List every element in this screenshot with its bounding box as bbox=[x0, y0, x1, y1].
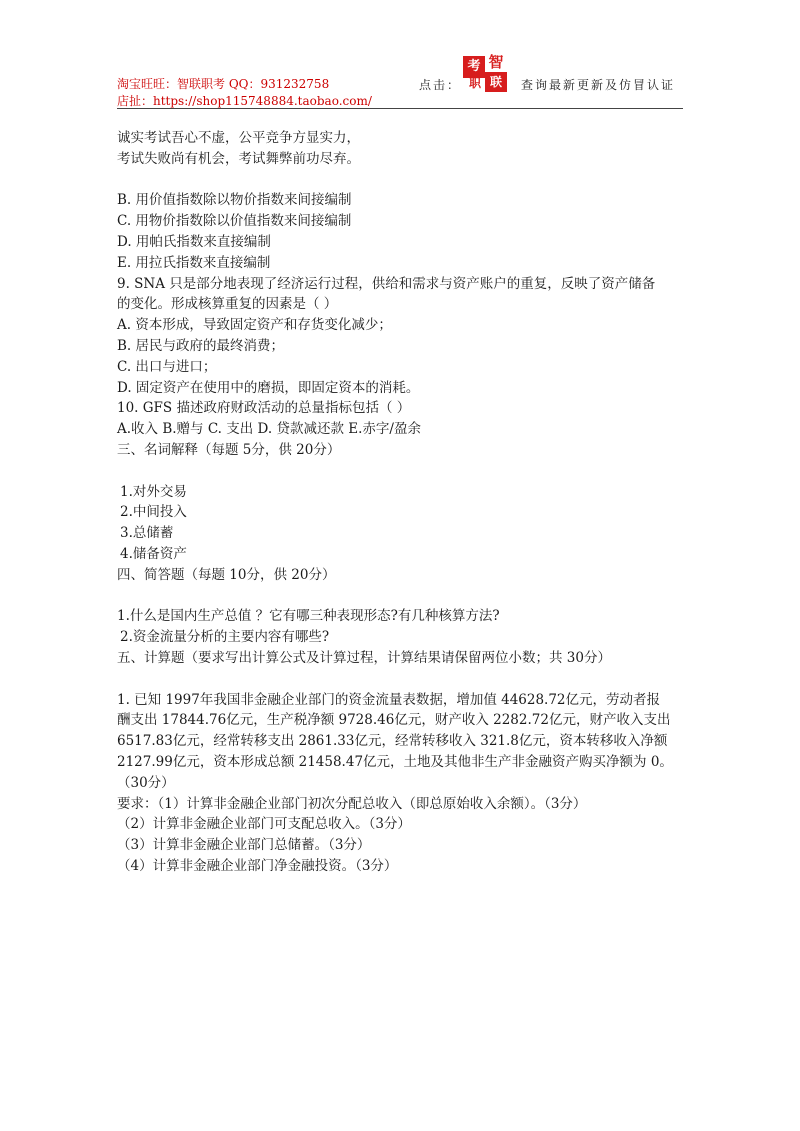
motto-line: 考试失败尚有机会，考试舞弊前功尽弃。 bbox=[117, 150, 360, 167]
section-heading: 五、计算题（要求写出计算公式及计算过程，计算结果请保留两位小数；共 30分） bbox=[117, 649, 611, 666]
zhilian-logo[interactable]: 考 智 职 联 bbox=[463, 52, 507, 92]
term-item: 2.中间投入 bbox=[120, 504, 187, 521]
section-heading: 四、简答题（每题 10分，供 20分） bbox=[117, 566, 336, 583]
option-line: B. 用价值指数除以物价指数来间接编制 bbox=[117, 192, 352, 209]
question-line: 1.什么是国内生产总值 ？它有哪三种表现形态?有几种核算方法? bbox=[117, 608, 500, 625]
problem-line: 1. 已知 1997年我国非金融企业部门的资金流量表数据，增加值 44628.72亿元，劳动者报 bbox=[117, 691, 661, 708]
option-line: B. 居民与政府的最终消费； bbox=[117, 337, 285, 354]
term-item: 1.对外交易 bbox=[120, 483, 187, 500]
problem-line: 6517.83亿元，经常转移支出 2861.33亿元，经常转移收入 321.8亿元，资本转移收入净额 bbox=[117, 733, 668, 750]
section-heading: 三、名词解释（每题 5分，供 20分） bbox=[117, 441, 341, 458]
question-line: 的变化。形成核算重复的因素是（ ） bbox=[117, 296, 338, 313]
option-line: D. 用帕氏指数来直接编制 bbox=[117, 233, 271, 250]
option-line: D. 固定资产在使用中的磨损，即固定资本的消耗。 bbox=[117, 379, 420, 396]
motto-line: 诚实考试吾心不虚，公平竞争方显实力， bbox=[117, 130, 360, 146]
shop-info bbox=[117, 76, 372, 110]
term-item: 3.总储蓄 bbox=[120, 525, 174, 542]
option-line: A. 资本形成，导致固定资产和存货变化减少； bbox=[117, 317, 392, 334]
requirement-line: （3）计算非金融企业部门总储蓄。（3分） bbox=[117, 837, 371, 854]
question-line: 9. SNA 只是部分地表现了经济运行过程，供给和需求与资产账户的重复，反映了资产储备 bbox=[117, 275, 656, 292]
exam-content bbox=[117, 128, 687, 877]
option-line: C. 出口与进口； bbox=[117, 358, 217, 375]
problem-line: 酬支出 17844.76亿元，生产税净额 9728.46亿元，财产收入 2282.72亿元，财产收入支出 bbox=[117, 712, 671, 729]
problem-line: （30分） bbox=[117, 774, 175, 791]
page-header bbox=[117, 52, 683, 109]
store-link[interactable]: 店扯：https://shop115748884.taobao.com/ bbox=[117, 94, 372, 108]
option-line: C. 用物价指数除以价值指数来间接编制 bbox=[117, 213, 352, 230]
option-line: A.收入 B.赠与 C. 支出 D. 贷款减还款 E.赤字/盈余 bbox=[117, 421, 421, 438]
requirement-line: （4）计算非金融企业部门净金融投资。（3分） bbox=[117, 857, 398, 874]
term-item: 4.储备资产 bbox=[120, 545, 187, 562]
requirement-line: （2）计算非金融企业部门可支配总收入。（3分） bbox=[117, 816, 411, 833]
question-line: 10. GFS 描述政府财政活动的总量指标包括（ ） bbox=[117, 400, 411, 417]
click-label: 点击： bbox=[419, 78, 462, 92]
update-verify-text: 查询最新更新及仿冒认证 bbox=[521, 78, 676, 92]
requirement-line: 要求：（1）计算非金融企业部门初次分配总收入（即总原始收入余额）。（3分） bbox=[117, 795, 587, 812]
question-line: 2.资金流量分析的主要内容有哪些? bbox=[120, 629, 330, 646]
problem-line: 2127.99亿元，资本形成总额 21458.47亿元，土地及其他非生产非金融资产购买净额为 0。 bbox=[117, 753, 673, 770]
option-line: E. 用拉氏指数来直接编制 bbox=[117, 254, 271, 271]
shop-contact-line: 淘宝旺旺：智联职考 QQ：931232758 bbox=[117, 77, 330, 91]
